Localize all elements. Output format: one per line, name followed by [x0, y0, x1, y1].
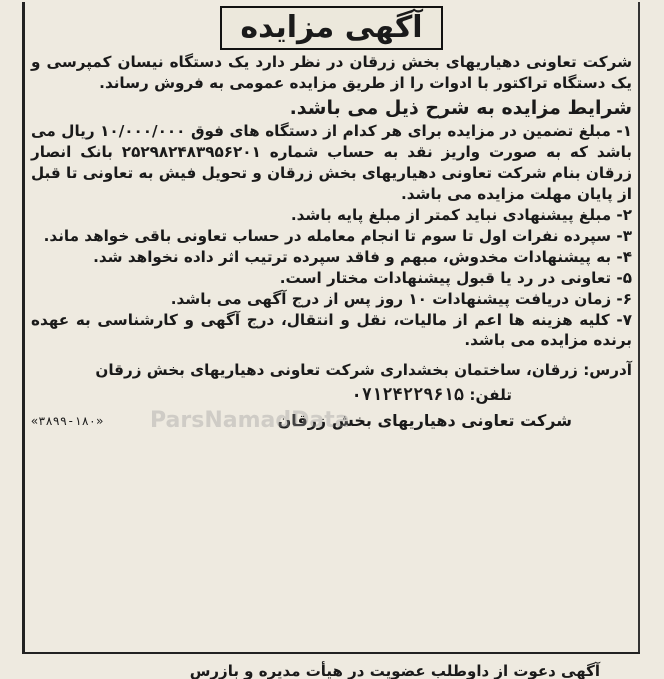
phone-line	[31, 385, 632, 405]
conditions-heading: شرایط مزایده به شرح ذیل می باشد.	[289, 97, 632, 120]
condition-item: ۲- مبلغ پیشنهادی نباید کمتر از مبلغ پایه باشد.	[290, 206, 632, 225]
auction-notice	[22, 2, 640, 652]
condition-item: ۱- مبلغ تضمین در مزایده برای هر کدام از دستگاه های فوق ۱۰/۰۰۰/۰۰۰ ریال می باشد که به صورت واریز نقد به حساب شماره ۲۵۲۹۸۲۴۸۳۹۵۶۲۰۱ بانک انصار زرقان بنام شرکت تعاونی دهیاریهای بخش زرقان و تحویل فیش به تعاونی تا قبل از پایان مهلت مزایده می باشد.	[31, 122, 633, 204]
next-ad-strip	[22, 652, 640, 679]
condition-item: ۶- زمان دریافت پیشنهادات ۱۰ روز پس از درج آگهی می باشد.	[170, 289, 632, 308]
title-wrap	[31, 6, 632, 52]
notice-intro: شرکت تعاونی دهیاریهای بخش زرقان در نظر دارد یک دستگاه نیسان کمپرسی و یک دستگاه تراکتور با ادوات را از طریق مزایده عمومی به فروش رساند.	[31, 53, 632, 92]
condition-item: ۵- تعاونی در رد یا قبول پیشنهادات مختار است.	[279, 268, 632, 287]
next-ad-heading: آگهی دعوت از داوطلب عضویت در هیأت مدیره و بازرس	[189, 662, 600, 679]
phone-label: تلفن:	[469, 386, 512, 405]
reference-code: «۳۸۹۹-۱۸۰»	[31, 413, 104, 428]
footer-row	[31, 411, 632, 430]
conditions-list	[31, 121, 632, 351]
condition-item: ۳- سپرده نفرات اول تا سوم تا انجام معامله در حساب تعاونی باقی خواهد ماند.	[43, 226, 632, 245]
signature: شرکت تعاونی دهیاریهای بخش زرقان	[277, 411, 572, 431]
address: آدرس: زرقان، ساختمان بخشداری شرکت تعاونی دهیاریهای بخش زرقان	[95, 361, 632, 380]
condition-item: ۴- به پیشنهادات مخدوش، مبهم و فاقد سپرده ترتیب اثر داده نخواهد شد.	[93, 247, 632, 266]
condition-item: ۷- کلیه هزینه ها اعم از مالیات، نقل و انتقال، درج آگهی و کارشناسی به عهده برنده مزایده می باشد.	[31, 310, 632, 350]
notice-title: آگهی مزایده	[220, 6, 442, 50]
phone-number: ۰۷۱۲۴۲۲۹۶۱۵	[351, 385, 465, 406]
watermark: ParsNamadData	[150, 408, 350, 433]
